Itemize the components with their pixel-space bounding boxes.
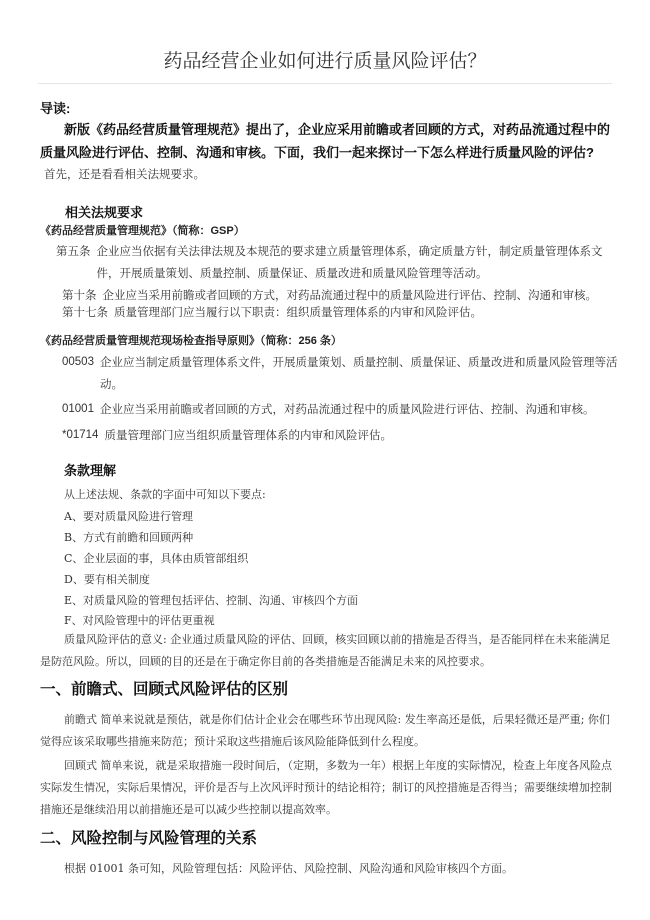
gsp-item-text: 企业应当依据有关法律法规及本规范的要求建立质量管理体系，确定质量方针，制定质量管理体系文件，开展质量策划、质量控制、质量保证、质量改进和质量风险管理等活动。 bbox=[96, 244, 603, 280]
heading-one: 一、前瞻式、回顾式风险评估的区别 bbox=[40, 681, 289, 698]
page-title: 药品经营企业如何进行质量风险评估？ bbox=[163, 50, 487, 72]
point-item: B、方式有前瞻和回顾两种 bbox=[64, 531, 194, 544]
guide-item bbox=[62, 351, 618, 395]
gsp-item-label: 第十条 bbox=[62, 288, 97, 302]
gsp-item-text: 质量管理部门应当履行以下职责：组织质量管理体系的内审和风险评估。 bbox=[114, 305, 482, 319]
gsp-item bbox=[62, 301, 618, 323]
closing-paragraph: 根据 01001 条可知，风险管理包括：风险评估、风险控制、风险沟通和风险审核四个方面。 bbox=[64, 862, 513, 875]
intro-label: 导读: bbox=[40, 101, 71, 116]
point-item: C、企业层面的事，具体由质管部组织 bbox=[64, 552, 249, 565]
understanding-intro: 从上述法规、条款的字面中可知以下要点: bbox=[64, 488, 266, 501]
guide-item bbox=[62, 424, 618, 446]
gsp-item bbox=[56, 240, 616, 284]
meaning-paragraph: 质量风险评估的意义: 企业通过质量风险的评估、回顾，核实回顾以前的措施是否得当，是否能同样在未来能满足是防范风险。所以，回顾的目的还是在于确定你目前的各类措施是否能满足未来的风控要求。 bbox=[40, 633, 611, 668]
guide-item-label: *01714 bbox=[62, 429, 99, 441]
point-item: E、对质量风险的管理包括评估、控制、沟通、审核四个方面 bbox=[64, 594, 359, 607]
section-regulations-heading: 相关法规要求 bbox=[65, 205, 144, 220]
point-item: F、对风险管理中的评估更重视 bbox=[64, 614, 215, 627]
guide-item bbox=[62, 398, 618, 420]
gsp-item-label: 第十七条 bbox=[62, 305, 108, 319]
retrospective-paragraph: 回顾式 简单来说，就是采取措施一段时间后，（定期，多数为一年）根据上年度的实际情况，检查上年度各风险点实际发生情况，实际后果情况，评价是否与上次风评时预计的结论相符；制订的风控措施是否得当；需要继续增加控制措施还是继续沿用以前措施还是可以减少些控制以提高效率。 bbox=[40, 759, 612, 816]
guide-item-label: 01001 bbox=[62, 403, 94, 415]
guide-item-label: 00503 bbox=[62, 356, 94, 368]
guide-item-text: 企业应当采用前瞻或者回顾的方式，对药品流通过程中的质量风险进行评估、控制、沟通和审核。 bbox=[99, 402, 595, 416]
prospective-paragraph: 前瞻式 简单来说就是预估，就是你们估计企业会在哪些环节出现风险: 发生率高还是低，后果轻微还是严重; 你们觉得应该采取哪些措施来防范；预计采取这些措施后该风险能降低到什么程度。 bbox=[40, 713, 610, 748]
section-understanding-heading: 条款理解 bbox=[64, 463, 117, 478]
point-item: A、要对质量风险进行管理 bbox=[64, 510, 193, 523]
intro-text: 新版《药品经营质量管理规范》提出了，企业应采用前瞻或者回顾的方式，对药品流通过程中的质量风险进行评估、控制、沟通和审核。下面，我们一起来探讨一下怎么样进行质量风险的评估? bbox=[40, 122, 611, 160]
gsp-title: 《药品经营质量管理规范》（简称：GSP） bbox=[40, 225, 245, 237]
heading-two: 二、风险控制与风险管理的关系 bbox=[40, 830, 258, 847]
title-divider bbox=[38, 83, 612, 84]
gsp-item-text: 企业应当采用前瞻或者回顾的方式，对药品流通过程中的质量风险进行评估、控制、沟通和审核。 bbox=[102, 288, 597, 302]
guide-item-text: 质量管理部门应当组织质量管理体系的内审和风险评估。 bbox=[104, 428, 392, 442]
guide-item-text: 企业应当制定质量管理体系文件，开展质量策划、质量控制、质量保证、质量改进和质量风险管理等活动。 bbox=[99, 355, 618, 391]
guide-title: 《药品经营质量管理规范现场检查指导原则》（简称：256 条） bbox=[40, 335, 342, 347]
point-item: D、要有相关制度 bbox=[64, 573, 150, 586]
gsp-item-label: 第五条 bbox=[56, 244, 91, 258]
intro-sub: 首先，还是看看相关法规要求。 bbox=[44, 167, 205, 181]
